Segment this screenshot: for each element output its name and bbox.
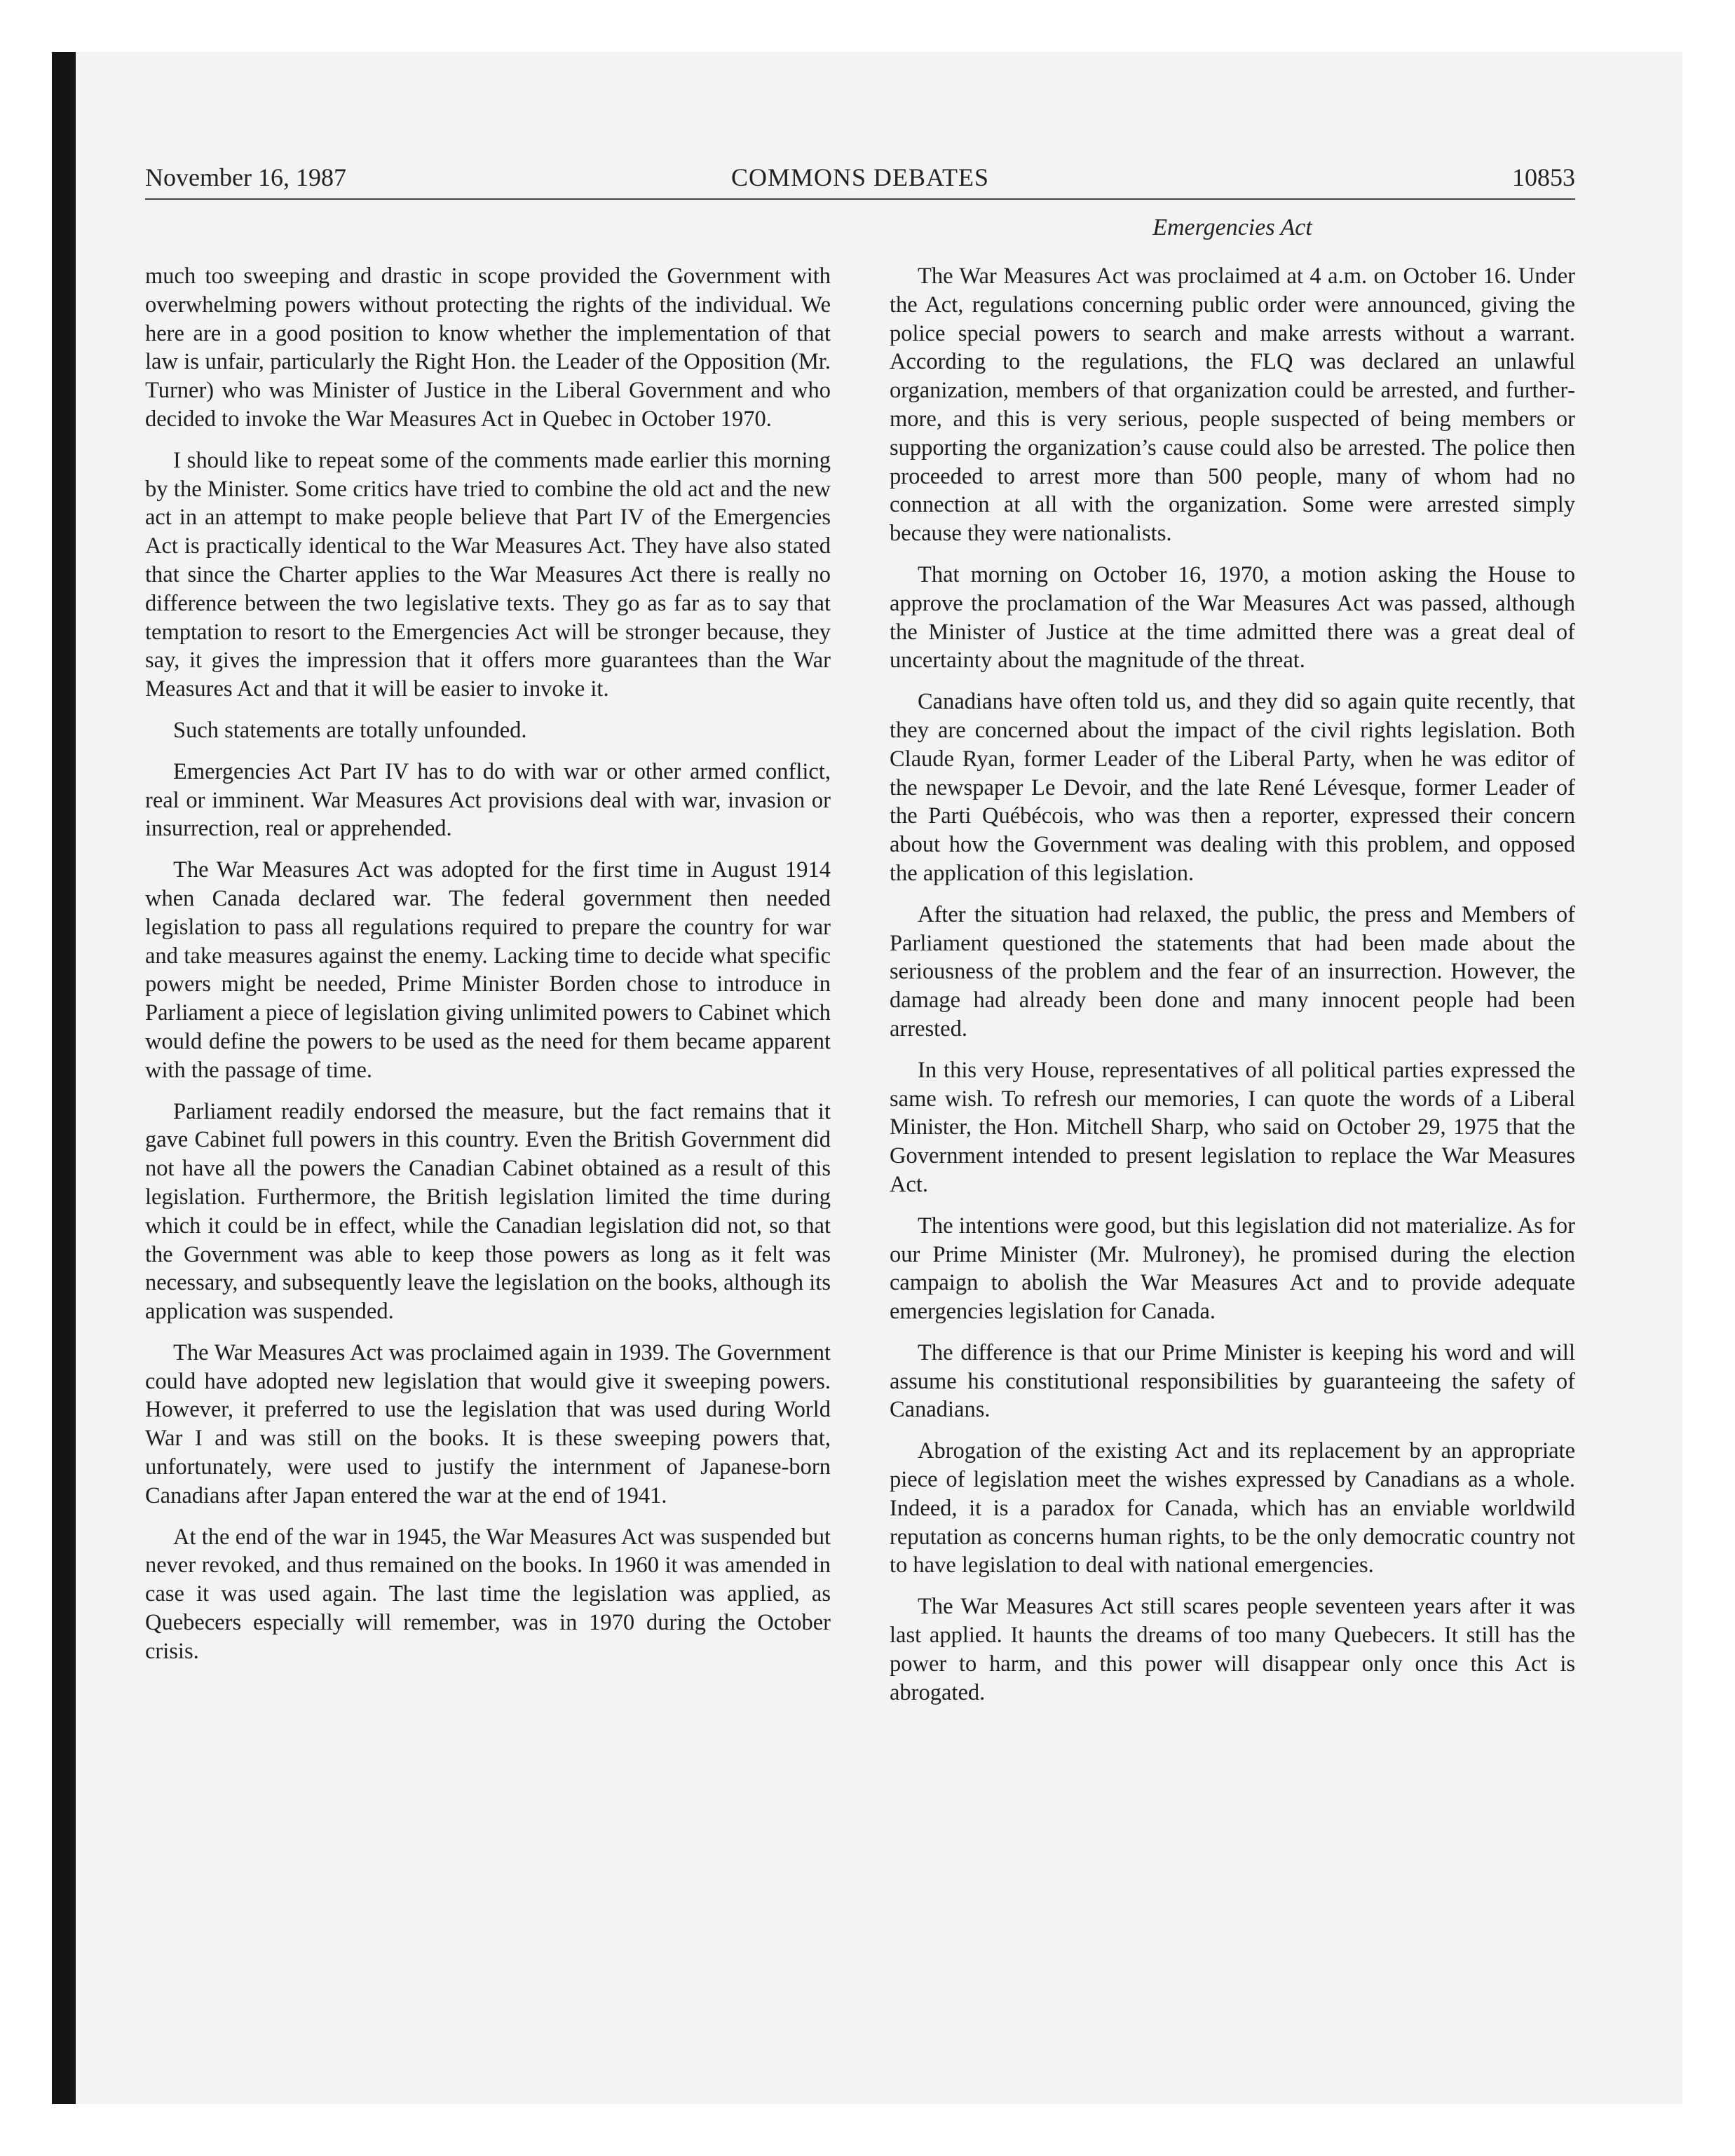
paragraph: Such statements are totally unfounded. [173, 717, 527, 743]
paragraph: At the end of the war in 1945, the War Measures Act was suspended but never revoked, and thus remained on the books. In 1960 it was amended in case it was used again. The last time the legislation was applied, as Quebecers especially will remember, was in 1970 during the October crisis. [145, 1524, 831, 1664]
paragraph: The War Measures Act still scares people seventeen years after it was last applied. It haunts the dreams of too many Quebecers. It still has the power to harm, and this power will disappear only once this Act is abrogated. [890, 1594, 1575, 1705]
header-rule [145, 198, 1575, 200]
paragraph: The intentions were good, but this legislation did not materialize. As for our Prime Minister (Mr. Mulroney), he promised during the election campaign to abolish the War Measures Act and to provide adequate emergencies legislation for Canada. [890, 1213, 1575, 1325]
header-date: November 16, 1987 [145, 163, 346, 191]
header-page-number: 10853 [1512, 163, 1575, 191]
section-title: Emergencies Act [1152, 214, 1312, 240]
running-header [145, 163, 1575, 198]
paragraph: In this very House, representatives of all political parties expressed the same wish. To refresh our memories, I can quote the words of a Liberal Minister, the Hon. Mitchell Sharp, who said on October 29, 1975 that the Government intended to present legislation to replace the War Measures Act. [890, 1057, 1575, 1197]
paragraph: The War Measures Act was adopted for the first time in August 1914 when Canada declared war. The federal government then needed legislation to pass all regulations required to prepare the country for war and take measures against the enemy. Lacking time to decide what specific powers might be needed, Prime Minister Borden chose to introduce in Parliament a piece of legislation giving unlimited powers to Cabinet which would define the powers to be used as the need for them became apparent with the passage of time. [145, 857, 831, 1083]
paragraph: The War Measures Act was proclaimed at 4 a.m. on October 16. Under the Act, regulations concerning public order were announced, giving the police special powers to search and make arrests without a warrant. According to the regulations, the FLQ was declared an unlawful organization, members of that organization could be arrested, and furthermore, and this is very serious, people suspected of being members or supporting the organization’s cause could also be arrested. The police then proceeded to arrest more than 500 people, many of whom had no connection at all with the organization. Some were arrested simply because they were nationalists. [890, 264, 1575, 547]
paragraph: The difference is that our Prime Minister is keeping his word and will assume his constitutional responsibilities by guaranteeing the safety of Canadians. [890, 1339, 1575, 1423]
header-title: COMMONS DEBATES [730, 163, 990, 191]
right-column [890, 262, 1575, 1719]
paragraph: After the situation had relaxed, the public, the press and Members of Parliament questioned the statements that had been made about the seriousness of the problem and the fear of an insurrection. However, the damage had already been done and many innocent people had been arrested. [890, 901, 1575, 1042]
paragraph: That morning on October 16, 1970, a motion asking the House to approve the proclamation of the War Measures Act was passed, although the Minister of Justice at the time admitted there was a great deal of uncertainty about the magnitude of the threat. [890, 561, 1575, 674]
paragraph: Canadians have often told us, and they did so again quite recently, that they are concerned about the impact of the civil rights legislation. Both Claude Ryan, former Leader of the Liberal Party, when he was editor of the newspaper Le Devoir, and the late René Lévesque, former Leader of the Parti Québécois, who was then a reporter, expressed their concern about how the Government was dealing with this problem, and opposed the application of this legislation. [890, 689, 1575, 886]
paragraph: I should like to repeat some of the comments made earlier this morning by the Minister. Some critics have tried to combine the old act and the new act in an attempt to make people believe that Part IV of the Emergencies Act is practically identical to the War Measures Act. They have also stated that since the Charter applies to the War Measures Act there is really no difference between the two legislative texts. They go as far as to say that temptation to resort to the Emergencies Act will be stronger because, they say, it gives the impression that it offers more guarantees than the War Measures Act and that it will be easier to invoke it. [145, 447, 831, 702]
paragraph: Emergencies Act Part IV has to do with war or other armed conflict, real or imminent. War Measures Act provisions deal with war, invasion or insurrection, real or apprehended. [145, 758, 831, 842]
paragraph: much too sweeping and drastic in scope provided the Government with overwhelming powers without protecting the rights of the individual. We here are in a good position to know whether the implementation of that law is unfair, particularly the Right Hon. the Leader of the Opposition (Mr. Turner) who was Minister of Justice in the Liberal Government and who decided to invoke the War Measures Act in Quebec in October 1970. [145, 264, 831, 432]
paragraph: The War Measures Act was proclaimed again in 1939. The Government could have adopted new legislation that would give it sweeping powers. However, it preferred to use the legislation that was used during World War I and was still on the books. It is these sweeping powers that, unfortunately, were used to justify the internment of Japanese-born Canadians after Japan entered the war at the end of 1941. [145, 1339, 831, 1508]
paragraph: Abrogation of the existing Act and its replacement by an appropriate piece of legislation meet the wishes expressed by Canadians as a whole. Indeed, it is a paradox for Canada, which has an enviable worldwild reputation as concerns human rights, to be the only democratic country not to have legislation to deal with national emergencies. [890, 1438, 1575, 1578]
paragraph: Parliament readily endorsed the measure, but the fact remains that it gave Cabinet full powers in this country. Even the British Government did not have all the powers the Canadian Cabinet obtained as a result of this legislation. Furthermore, the British legislation limited the time during which it could be in effect, while the Canadian legislation did not, so that the Government was able to keep those powers as long as it felt was necessary, and subsequently leave the legislation on the books, although its application was suspended. [145, 1098, 831, 1325]
left-column [145, 262, 831, 1679]
